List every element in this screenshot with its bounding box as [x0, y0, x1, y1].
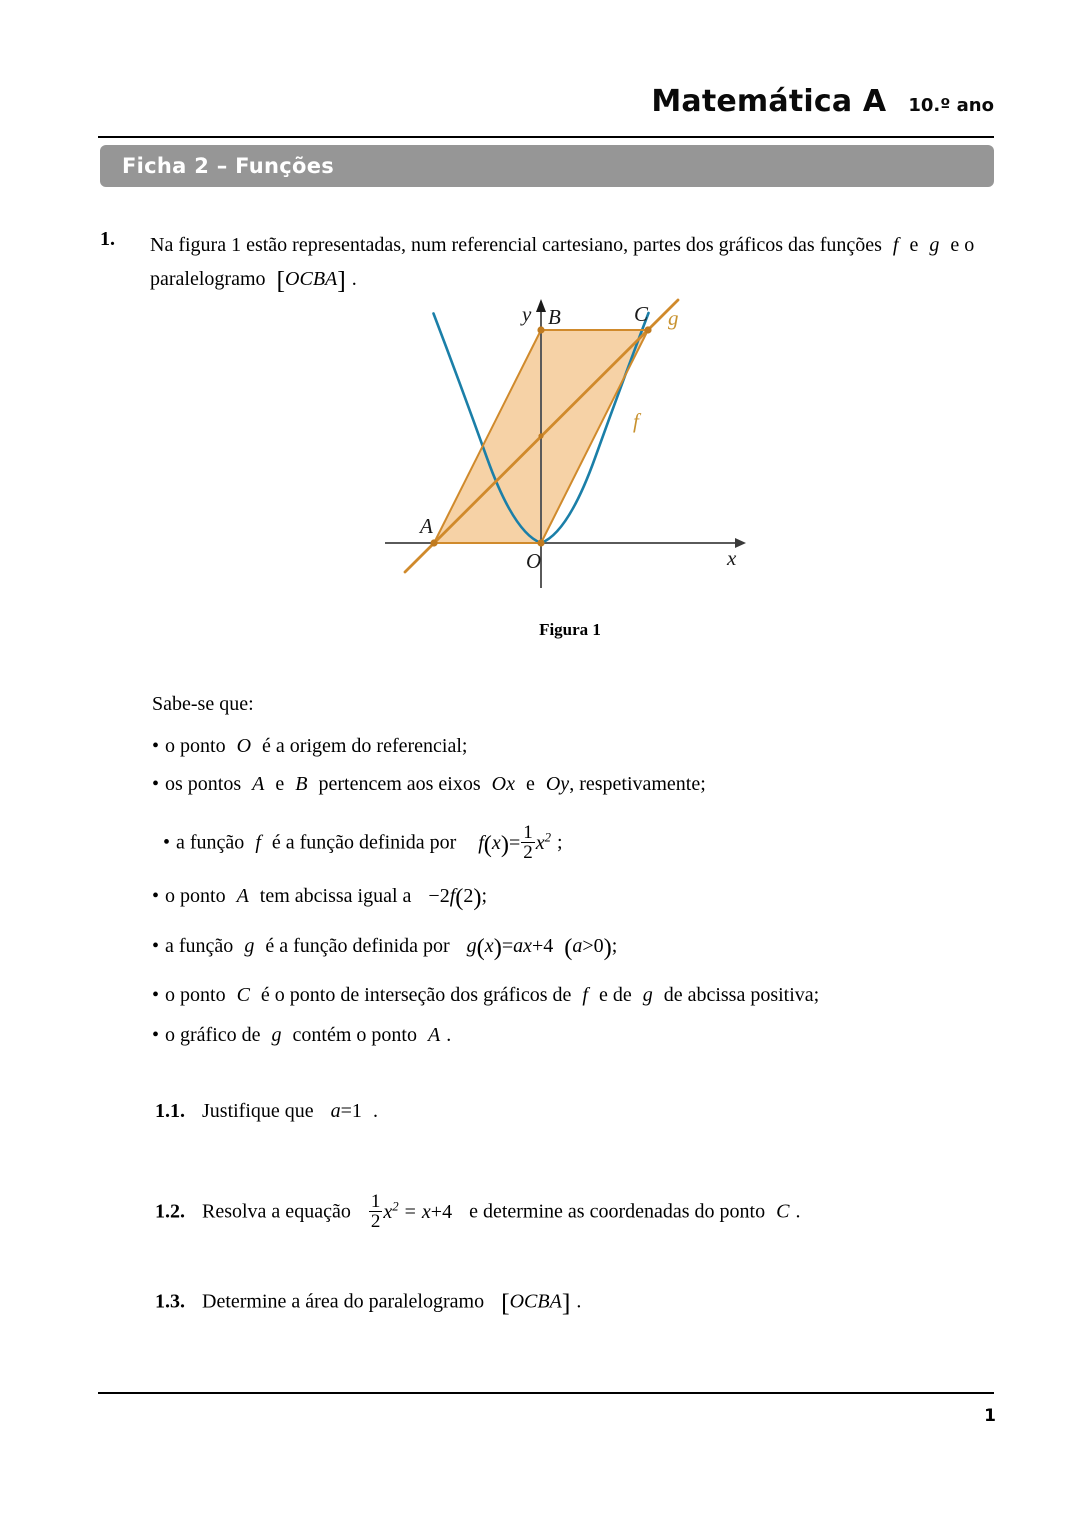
line-label-g: g — [668, 306, 679, 330]
given-item-1-post: é a origem do referencial; — [262, 735, 468, 757]
given-item-6-pre: o ponto — [165, 984, 226, 1006]
given-item-5-bullet: • — [152, 935, 160, 958]
given-item-6-symbol-f: f — [582, 984, 588, 1006]
given-item-1-bullet: • — [152, 735, 160, 757]
worksheet-banner-label: Ficha 2 – Funções — [122, 154, 335, 178]
subquestion-1-1-tail: . — [372, 1100, 378, 1122]
given-item-6 — [152, 984, 819, 1007]
given-item-5-formula: g(x)=ax+4 (a>0) — [466, 934, 612, 961]
given-item-4-pre: o ponto — [165, 885, 226, 908]
page-header — [98, 84, 994, 119]
x-axis-arrow-icon — [735, 538, 746, 548]
given-item-5-post: ; — [611, 935, 618, 958]
given-item-3 — [163, 823, 563, 863]
given-item-7-mid: contém o ponto — [292, 1024, 417, 1046]
given-item-2 — [152, 773, 706, 796]
point-label-a: A — [420, 514, 433, 538]
given-item-1-symbol: O — [236, 735, 252, 757]
bracket-close-icon-2: ] — [561, 1288, 571, 1317]
given-item-2-bullet: • — [152, 773, 160, 795]
given-item-4-symbol: A — [236, 885, 249, 908]
given-item-4 — [152, 884, 487, 912]
given-item-3-symbol: f — [255, 831, 261, 854]
point-label-c: C — [634, 302, 649, 326]
subquestion-1-2 — [155, 1192, 800, 1232]
given-item-3-formula: f(x)= $\frac{1}{2}$ $x^2$ — [478, 822, 552, 864]
footer-page-number: 1 — [984, 1406, 996, 1426]
given-item-7-symbol-g: g — [271, 1024, 282, 1046]
given-item-1-pre: o ponto — [165, 735, 226, 757]
subquestion-1-3-number: 1.3. — [155, 1290, 185, 1313]
given-item-2-symbol-ox: Ox — [491, 773, 515, 795]
y-axis-label: y — [522, 302, 532, 326]
given-item-6-bullet: • — [152, 984, 160, 1006]
bracket-open-icon: [ — [276, 265, 286, 295]
header-grade-level: 10.º ano — [908, 95, 994, 116]
given-item-4-bullet: • — [152, 885, 160, 908]
given-item-3-post: ; — [557, 831, 563, 854]
question-1-text-a: Na figura 1 estão representadas, num referencial cartesiano, partes dos gráficos das funções — [150, 234, 882, 256]
subquestion-1-1-formula: a=1 — [330, 1100, 362, 1122]
figure-1-graphic — [380, 288, 760, 593]
given-item-7-symbol-a: A — [427, 1024, 441, 1046]
given-item-5 — [152, 934, 617, 962]
given-item-5-mid: é a função definida por — [265, 935, 450, 958]
question-1-fn-g: g — [929, 234, 940, 256]
given-item-2-mid2: pertencem aos eixos — [318, 773, 481, 795]
question-1-period: . — [351, 268, 357, 290]
given-item-6-symbol-c: C — [236, 984, 250, 1006]
footer-divider — [98, 1392, 994, 1394]
given-item-6-symbol-g: g — [642, 984, 653, 1006]
header-divider — [98, 136, 994, 138]
given-item-2-post: , respetivamente; — [569, 773, 706, 795]
question-1-number: 1. — [100, 228, 115, 250]
subquestion-1-1-number: 1.1. — [155, 1100, 185, 1122]
subquestion-1-2-tail: e determine as coordenadas do ponto — [469, 1200, 766, 1223]
diagonal-midpoint — [538, 433, 543, 438]
subquestion-1-2-number: 1.2. — [155, 1200, 185, 1223]
given-item-7-bullet: • — [152, 1024, 160, 1046]
given-item-5-symbol: g — [244, 935, 255, 958]
given-item-6-post: de abcissa positiva; — [663, 984, 820, 1006]
curve-label-f: f — [633, 409, 639, 433]
question-1-fn-f: f — [892, 234, 899, 256]
given-item-2-symbol-a: A — [252, 773, 265, 795]
bracket-close-icon: ] — [337, 265, 346, 295]
worksheet-banner — [100, 145, 994, 187]
given-item-7-post: . — [446, 1024, 452, 1046]
given-item-2-mid1: e — [275, 773, 285, 795]
subquestion-1-1 — [155, 1100, 378, 1123]
given-item-3-pre: a função — [176, 831, 245, 854]
vertex-point-b — [537, 326, 544, 333]
given-item-1 — [152, 735, 467, 758]
origin-label-o: O — [526, 549, 542, 573]
subquestion-1-2-text: Resolva a equação — [202, 1200, 351, 1223]
y-axis-arrow-icon — [536, 299, 546, 312]
question-1-text-b: paralelogramo — [150, 268, 266, 290]
subquestion-1-2-formula: $\frac{1}{2}$ $x^2 = x+4$ — [370, 1191, 453, 1233]
given-intro-label: Sabe-se que: — [152, 693, 254, 715]
subquestion-1-3-text: Determine a área do paralelogramo — [202, 1290, 485, 1313]
figure-1-svg — [380, 288, 760, 593]
given-item-2-mid3: e — [525, 773, 535, 795]
vertex-point-a — [430, 539, 437, 546]
vertex-point-c — [644, 326, 651, 333]
given-item-7 — [152, 1024, 451, 1047]
figure-1-caption: Figura 1 — [539, 620, 601, 639]
subquestion-1-3-symbol-ocba: OCBA — [509, 1290, 562, 1313]
given-item-5-pre: a função — [165, 935, 234, 958]
subquestion-1-3 — [155, 1288, 581, 1318]
given-item-3-bullet: • — [163, 831, 171, 854]
subquestion-1-3-tail: . — [576, 1290, 582, 1313]
given-item-4-mid: tem abcissa igual a — [259, 885, 412, 908]
given-item-2-pre: os pontos — [165, 773, 242, 795]
given-item-2-symbol-oy: Oy — [545, 773, 570, 795]
subquestion-1-1-text: Justifique que — [202, 1100, 314, 1122]
given-item-4-post: ; — [481, 885, 488, 908]
question-1-text-eo: e o — [950, 234, 975, 256]
vertex-point-o — [537, 539, 544, 546]
given-item-3-mid: é a função definida por — [271, 831, 457, 854]
given-item-2-symbol-b: B — [295, 773, 308, 795]
given-item-4-formula: −2f(2) — [428, 884, 482, 911]
bracket-open-icon-2: [ — [501, 1288, 510, 1317]
question-1-conj-e: e — [909, 234, 919, 256]
x-axis-label: x — [727, 546, 737, 570]
given-item-6-mid2: e de — [598, 984, 632, 1006]
given-item-6-mid: é o ponto de interseção dos gráficos de — [260, 984, 572, 1006]
subquestion-1-2-tail2: . — [795, 1200, 801, 1223]
subquestion-1-2-symbol-c: C — [776, 1200, 790, 1223]
given-item-7-pre: o gráfico de — [165, 1024, 261, 1046]
header-subject-title: Matemática A — [651, 84, 887, 119]
point-label-b: B — [548, 305, 561, 329]
question-1-poly-ocba: OCBA — [285, 268, 338, 290]
